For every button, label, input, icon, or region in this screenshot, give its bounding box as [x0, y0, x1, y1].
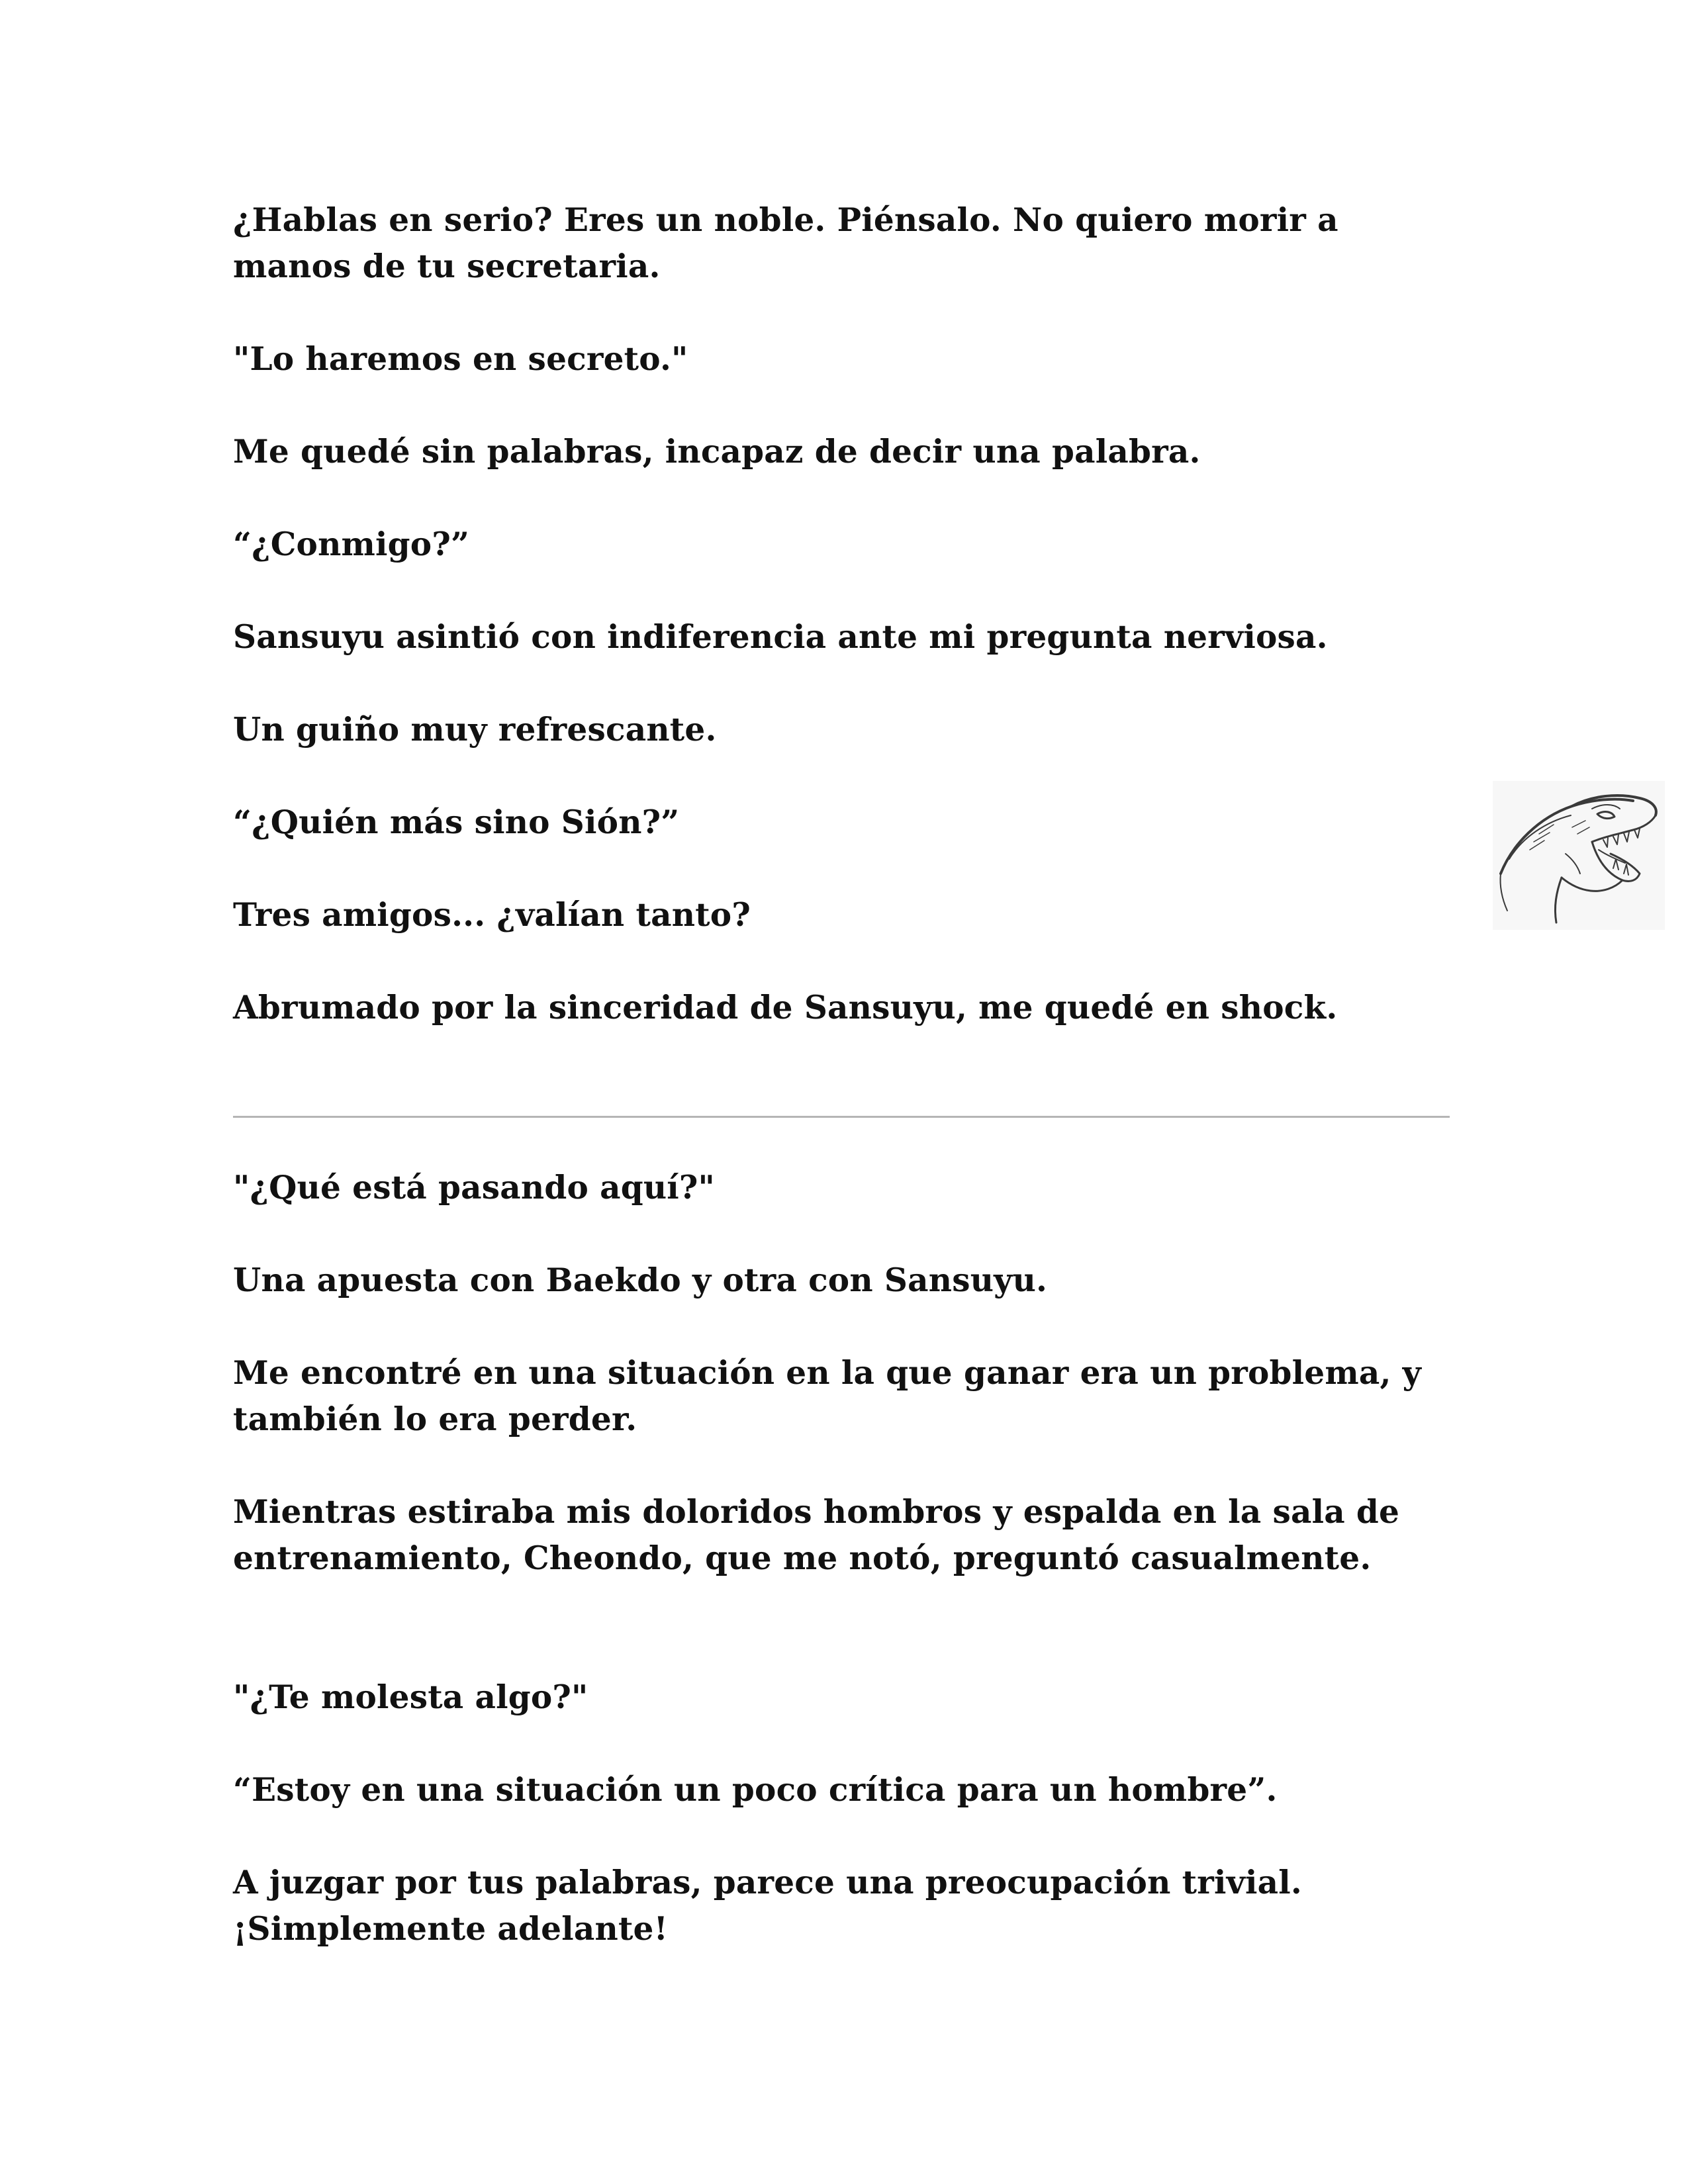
- paragraph-10: "¿Qué está pasando aquí?": [233, 1169, 716, 1206]
- paragraph-3: Me quedé sin palabras, incapaz de decir una palabra.: [233, 433, 1201, 471]
- dinosaur-head-sketch-icon: [1493, 781, 1665, 930]
- paragraph-11: Una apuesta con Baekdo y otra con Sansuyu.: [233, 1261, 1048, 1299]
- paragraph-12: Me encontré en una situación en la que ganar era un problema, y también lo era perder.: [233, 1354, 1422, 1438]
- paragraph-7: “¿Quién más sino Sión?”: [233, 803, 680, 841]
- paragraph-2: "Lo haremos en secreto.": [233, 340, 688, 378]
- paragraph-5: Sansuyu asintió con indiferencia ante mi pregunta nerviosa.: [233, 618, 1328, 656]
- paragraph-1: ¿Hablas en serio? Eres un noble. Piénsalo. No quiero morir a manos de tu secretaria.: [233, 201, 1338, 285]
- paragraph-14: "¿Te molesta algo?": [233, 1678, 588, 1716]
- paragraph-6: Un guiño muy refrescante.: [233, 711, 717, 749]
- paragraph-16: A juzgar por tus palabras, parece una preocupación trivial. ¡Simplemente adelante!: [233, 1864, 1302, 1948]
- paragraph-8: Tres amigos... ¿valían tanto?: [233, 896, 751, 934]
- section-divider: [233, 1116, 1450, 1118]
- paragraph-9: Abrumado por la sinceridad de Sansuyu, me quedé en shock.: [233, 989, 1338, 1026]
- paragraph-4: “¿Conmigo?”: [233, 525, 470, 563]
- paragraph-13: Mientras estiraba mis doloridos hombros y espalda en la sala de entrenamiento, Cheondo, que me notó, preguntó casualmente.: [233, 1493, 1400, 1577]
- paragraph-15: “Estoy en una situación un poco crítica para un hombre”.: [233, 1771, 1278, 1809]
